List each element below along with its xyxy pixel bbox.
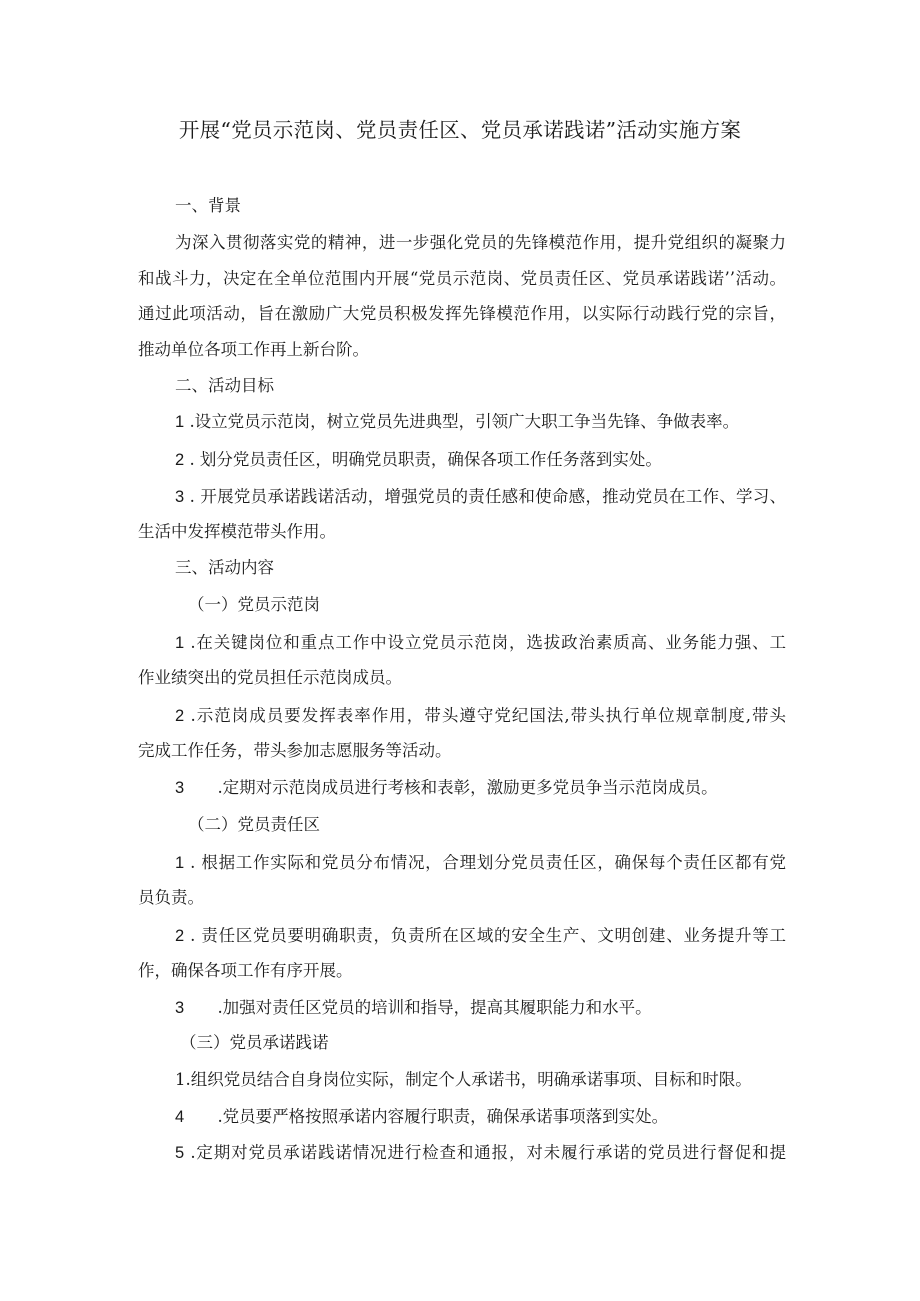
item-number: 3 bbox=[175, 488, 185, 506]
item-number: 3 bbox=[175, 779, 185, 797]
document-title: 开展“党员示范岗、党员责任区、党员承诺践诺”活动实施方案 bbox=[178, 118, 742, 142]
subsection-heading-demo-post: （一）党员示范岗 bbox=[188, 595, 320, 614]
item-text: .定期对党员承诺践诺情况进行检查和通报，对未履行承诺的党员进行督促和提 bbox=[190, 1143, 787, 1162]
commitment-item-2 bbox=[175, 1106, 668, 1128]
item-number: 5 bbox=[175, 1144, 185, 1162]
item-text: .定期对示范岗成员进行考核和表彰，激励更多党员争当示范岗成员。 bbox=[217, 778, 718, 797]
responsibility-zone-item-2-line-2: 作，确保各项工作有序开展。 bbox=[138, 961, 353, 980]
responsibility-zone-item-2 bbox=[175, 925, 786, 947]
item-text: . 划分党员责任区，明确党员职责，确保各项工作任务落到实处。 bbox=[189, 450, 662, 469]
background-paragraph-line-3: 通过此项活动，旨在激励广大党员积极发挥先锋模范作用，以实际行动践行党的宗旨， bbox=[138, 304, 786, 323]
item-number: 1 bbox=[175, 634, 185, 652]
objective-item-1 bbox=[175, 411, 739, 433]
item-text: .党员要严格按照承诺内容履行职责，确保承诺事项落到实处。 bbox=[217, 1107, 669, 1126]
subsection-heading-commitment: （三）党员承诺践诺 bbox=[180, 1033, 329, 1052]
objective-item-2 bbox=[175, 449, 662, 471]
objective-item-3-line-2: 生活中发挥模范带头作用。 bbox=[138, 522, 336, 541]
responsibility-zone-item-1-line-2: 员负责。 bbox=[138, 888, 204, 907]
item-text: . 根据工作实际和党员分布情况，合理划分党员责任区，确保每个责任区都有党 bbox=[190, 853, 786, 872]
demo-post-item-3 bbox=[175, 777, 718, 799]
demo-post-item-1 bbox=[175, 632, 786, 654]
demo-post-item-2-line-2: 完成工作任务，带头参加志愿服务等活动。 bbox=[138, 741, 452, 760]
item-number: 2 bbox=[175, 707, 185, 725]
item-number: 1 bbox=[175, 854, 185, 872]
item-text: .设立党员示范岗，树立党员先进典型，引领广大职工争当先锋、争做表率。 bbox=[189, 412, 740, 431]
section-heading-content: 三、活动内容 bbox=[175, 558, 274, 577]
item-number: 1 bbox=[175, 413, 185, 431]
section-heading-objectives: 二、活动目标 bbox=[175, 376, 274, 395]
item-text: .加强对责任区党员的培训和指导，提高其履职能力和水平。 bbox=[217, 998, 652, 1017]
item-number: 3 bbox=[175, 999, 185, 1017]
commitment-item-3 bbox=[175, 1142, 786, 1164]
item-text: .示范岗成员要发挥表率作用，带头遵守党纪国法,带头执行单位规章制度,带头 bbox=[190, 706, 786, 725]
background-paragraph-line-1: 为深入贯彻落实党的精神，进一步强化党员的先锋模范作用，提升党组织的凝聚力 bbox=[175, 233, 786, 252]
item-number: 2 bbox=[175, 927, 185, 945]
item-text: . 责任区党员要明确职责，负责所在区域的安全生产、文明创建、业务提升等工 bbox=[190, 926, 786, 945]
responsibility-zone-item-1 bbox=[175, 852, 786, 874]
item-text: . 开展党员承诺践诺活动，增强党员的责任感和使命感，推动党员在工作、学习、 bbox=[189, 487, 786, 506]
background-paragraph-line-4: 推动单位各项工作再上新台阶。 bbox=[138, 340, 369, 359]
section-heading-background: 一、背景 bbox=[175, 196, 241, 215]
background-paragraph-line-2: 和战斗力，决定在全单位范围内开展“党员示范岗、党员责任区、党员承诺践诺’’活动。 bbox=[138, 269, 786, 288]
subsection-heading-responsibility-zone: （二）党员责任区 bbox=[188, 815, 320, 834]
objective-item-3 bbox=[175, 486, 786, 508]
commitment-item-1: 1.组织党员结合自身岗位实际，制定个人承诺书，明确承诺事项、目标和时限。 bbox=[175, 1070, 752, 1089]
demo-post-item-1-line-2: 作业绩突出的党员担任示范岗成员。 bbox=[138, 668, 402, 687]
item-text: .在关键岗位和重点工作中设立党员示范岗，选拔政治素质高、业务能力强、工 bbox=[190, 633, 787, 652]
item-number: 2 bbox=[175, 451, 185, 469]
item-number: 4 bbox=[175, 1108, 185, 1126]
demo-post-item-2 bbox=[175, 705, 786, 727]
responsibility-zone-item-3 bbox=[175, 997, 652, 1019]
